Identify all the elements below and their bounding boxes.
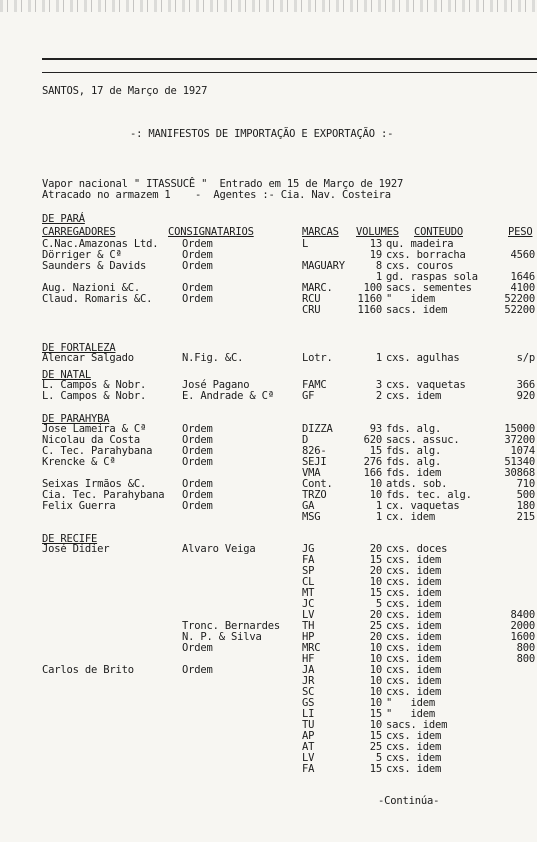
cell-conteudo: sacs. assuc. <box>386 434 460 446</box>
cell-marca: L <box>302 238 309 250</box>
cell-conteudo: cxs. idem <box>386 752 442 764</box>
document-title: -: MANIFESTOS DE IMPORTAÇÃO E EXPORTAÇÃO :- <box>130 128 394 140</box>
section-heading: DE FORTALEZA <box>42 342 116 354</box>
column-header-peso: PESO <box>508 226 533 238</box>
cell-carregador: Felix Guerra <box>42 500 116 512</box>
cell-volume: 10 <box>369 686 382 698</box>
cell-conteudo: " idem <box>386 697 435 709</box>
cell-conteudo: cxs. idem <box>386 730 442 742</box>
cell-volume: 25 <box>369 620 382 632</box>
cell-conteudo: cxs. idem <box>386 675 442 687</box>
column-header-marcas: MARCAS <box>302 226 339 238</box>
top-rule <box>42 58 537 60</box>
cell-peso: 710 <box>516 478 535 490</box>
cell-conteudo: atds. sob. <box>386 478 448 490</box>
cell-consignatario: Alvaro Veiga <box>182 543 256 555</box>
cell-consignatario: N. P. & Silva <box>182 631 262 643</box>
top-rule-2 <box>42 72 537 73</box>
cell-marca: CL <box>302 576 315 588</box>
cell-volume: 93 <box>369 423 382 435</box>
cell-carregador: L. Campos & Nobr. <box>42 390 147 402</box>
cell-volume: 1 <box>375 271 382 283</box>
cell-marca: MSG <box>302 511 321 523</box>
cell-peso: 52200 <box>504 304 535 316</box>
cell-conteudo: sacs. idem <box>386 719 448 731</box>
cell-consignatario: Ordem <box>182 489 213 501</box>
cell-marca: JG <box>302 543 315 555</box>
cell-volume: 1160 <box>357 293 382 305</box>
section-heading: DE NATAL <box>42 369 91 381</box>
cell-marca: DIZZA <box>302 423 333 435</box>
cell-consignatario: José Pagano <box>182 379 250 391</box>
cell-carregador: Jose Lameira & Cª <box>42 423 147 435</box>
cell-consignatario: Ordem <box>182 423 213 435</box>
cell-consignatario: Ordem <box>182 434 213 446</box>
cell-marca: MAGUARY <box>302 260 345 272</box>
cell-conteudo: cxs. agulhas <box>386 352 460 364</box>
cell-peso: 215 <box>516 511 535 523</box>
document-date: SANTOS, 17 de Março de 1927 <box>42 85 208 97</box>
cell-carregador: C. Tec. Parahybana <box>42 445 153 457</box>
cell-marca: RCU <box>302 293 321 305</box>
berth-line: Atracado no armazem 1 - Agentes :- Cia. Nav. Costeira <box>42 189 391 201</box>
cell-marca: D <box>302 434 309 446</box>
cell-volume: 10 <box>369 576 382 588</box>
cell-volume: 8 <box>375 260 382 272</box>
cell-conteudo: cxs. doces <box>386 543 448 555</box>
cell-conteudo: cxs. idem <box>386 587 442 599</box>
cell-carregador: C.Nac.Amazonas Ltd. <box>42 238 159 250</box>
cell-volume: 15 <box>369 554 382 566</box>
cell-conteudo: cxs. idem <box>386 686 442 698</box>
cell-volume: 20 <box>369 609 382 621</box>
cell-marca: TU <box>302 719 315 731</box>
cell-volume: 20 <box>369 543 382 555</box>
cell-conteudo: fds. alg. <box>386 423 442 435</box>
cell-marca: 826- <box>302 445 327 457</box>
cell-peso: 1646 <box>510 271 535 283</box>
cell-volume: 1 <box>375 511 382 523</box>
cell-marca: LV <box>302 609 315 621</box>
cell-carregador: L. Campos & Nobr. <box>42 379 147 391</box>
cell-volume: 276 <box>363 456 382 468</box>
cell-marca: JC <box>302 598 315 610</box>
cell-consignatario: Ordem <box>182 249 213 261</box>
column-header-consignatarios: CONSIGNATARIOS <box>168 226 254 238</box>
cell-volume: 15 <box>369 730 382 742</box>
cell-marca: LI <box>302 708 315 720</box>
column-header-carregadores: CARREGADORES <box>42 226 116 238</box>
cell-volume: 15 <box>369 763 382 775</box>
cell-peso: 37200 <box>504 434 535 446</box>
cell-volume: 620 <box>363 434 382 446</box>
cell-consignatario: Ordem <box>182 445 213 457</box>
cell-peso: 52200 <box>504 293 535 305</box>
cell-conteudo: fds. alg. <box>386 456 442 468</box>
cell-conteudo: cxs. idem <box>386 664 442 676</box>
cell-marca: FAMC <box>302 379 327 391</box>
cell-marca: FA <box>302 554 315 566</box>
cell-volume: 13 <box>369 238 382 250</box>
section-heading: DE RECIFE <box>42 533 98 545</box>
cell-peso: 30868 <box>504 467 535 479</box>
cell-volume: 5 <box>375 598 382 610</box>
cell-consignatario: Ordem <box>182 260 213 272</box>
cell-marca: FA <box>302 763 315 775</box>
cell-volume: 20 <box>369 631 382 643</box>
cell-marca: GA <box>302 500 315 512</box>
cell-conteudo: cxs. idem <box>386 598 442 610</box>
cell-peso: 800 <box>516 653 535 665</box>
cell-volume: 10 <box>369 719 382 731</box>
cell-consignatario: N.Fig. &C. <box>182 352 244 364</box>
cell-marca: MARC. <box>302 282 333 294</box>
cell-conteudo: cxs. idem <box>386 554 442 566</box>
cell-volume: 10 <box>369 664 382 676</box>
cell-volume: 10 <box>369 675 382 687</box>
cell-volume: 166 <box>363 467 382 479</box>
cell-conteudo: cxs. idem <box>386 620 442 632</box>
cell-carregador: Saunders & Davids <box>42 260 147 272</box>
cell-peso: 920 <box>516 390 535 402</box>
vessel-line: Vapor nacional " ITASSUCÊ " Entrado em 15 de Março de 1927 <box>42 178 404 190</box>
cell-volume: 10 <box>369 478 382 490</box>
cell-marca: SP <box>302 565 315 577</box>
cell-conteudo: cxs. vaquetas <box>386 379 466 391</box>
cell-volume: 2 <box>375 390 382 402</box>
cell-consignatario: E. Andrade & Cª <box>182 390 274 402</box>
cell-peso: 4560 <box>510 249 535 261</box>
cell-volume: 10 <box>369 653 382 665</box>
cell-conteudo: cxs. idem <box>386 390 442 402</box>
cell-peso: 1074 <box>510 445 535 457</box>
cell-volume: 10 <box>369 489 382 501</box>
cell-volume: 15 <box>369 587 382 599</box>
cell-conteudo: cxs. idem <box>386 576 442 588</box>
cell-carregador: Krencke & Cª <box>42 456 116 468</box>
cell-volume: 19 <box>369 249 382 261</box>
cell-consignatario: Ordem <box>182 282 213 294</box>
cell-volume: 20 <box>369 565 382 577</box>
cell-conteudo: cxs. idem <box>386 763 442 775</box>
cell-peso: 2000 <box>510 620 535 632</box>
cell-conteudo: fds. idem <box>386 467 442 479</box>
cell-marca: CRU <box>302 304 321 316</box>
cell-marca: SEJI <box>302 456 327 468</box>
cell-carregador: Dörriger & Cª <box>42 249 122 261</box>
cell-conteudo: cx. vaquetas <box>386 500 460 512</box>
cell-conteudo: gd. raspas sola <box>386 271 478 283</box>
cell-peso: 4100 <box>510 282 535 294</box>
cell-conteudo: cxs. idem <box>386 653 442 665</box>
cell-consignatario: Tronc. Bernardes <box>182 620 280 632</box>
cell-marca: VMA <box>302 467 321 479</box>
cell-marca: MT <box>302 587 315 599</box>
cell-conteudo: cx. idem <box>386 511 435 523</box>
cell-conteudo: fds. alg. <box>386 445 442 457</box>
cell-conteudo: cxs. idem <box>386 565 442 577</box>
scan-noise <box>0 0 537 12</box>
cell-peso: 15000 <box>504 423 535 435</box>
cell-marca: Lotr. <box>302 352 333 364</box>
cell-marca: HP <box>302 631 315 643</box>
cell-carregador: Claud. Romaris &C. <box>42 293 153 305</box>
cell-volume: 5 <box>375 752 382 764</box>
cell-consignatario: Ordem <box>182 293 213 305</box>
cell-peso: 366 <box>516 379 535 391</box>
cell-carregador: Aug. Nazioni &C. <box>42 282 140 294</box>
cell-carregador: Carlos de Brito <box>42 664 134 676</box>
cell-volume: 10 <box>369 642 382 654</box>
cell-carregador: Cia. Tec. Parahybana <box>42 489 165 501</box>
cell-marca: AT <box>302 741 315 753</box>
cell-carregador: José Didier <box>42 543 110 555</box>
cell-peso: 800 <box>516 642 535 654</box>
cell-volume: 15 <box>369 708 382 720</box>
cell-consignatario: Ordem <box>182 478 213 490</box>
continua-label: -Continúa- <box>378 795 440 807</box>
cell-marca: SC <box>302 686 315 698</box>
cell-consignatario: Ordem <box>182 664 213 676</box>
cell-carregador: Nicolau da Costa <box>42 434 140 446</box>
cell-marca: JA <box>302 664 315 676</box>
cell-volume: 1 <box>375 352 382 364</box>
section-heading: DE PARÁ <box>42 213 85 225</box>
cell-peso: 500 <box>516 489 535 501</box>
cell-volume: 10 <box>369 697 382 709</box>
cell-peso: 8400 <box>510 609 535 621</box>
cell-marca: GS <box>302 697 315 709</box>
cell-peso: 1600 <box>510 631 535 643</box>
cell-marca: HF <box>302 653 315 665</box>
cell-marca: Cont. <box>302 478 333 490</box>
cell-consignatario: Ordem <box>182 500 213 512</box>
cell-conteudo: cxs. idem <box>386 642 442 654</box>
cell-marca: AP <box>302 730 315 742</box>
section-heading: DE PARAHYBA <box>42 413 110 425</box>
cell-conteudo: qu. madeira <box>386 238 454 250</box>
cell-volume: 3 <box>375 379 382 391</box>
cell-conteudo: cxs. borracha <box>386 249 466 261</box>
cell-marca: TH <box>302 620 315 632</box>
cell-volume: 25 <box>369 741 382 753</box>
cell-carregador: Alencar Salgado <box>42 352 134 364</box>
cell-marca: MRC <box>302 642 321 654</box>
cell-conteudo: cxs. idem <box>386 741 442 753</box>
cell-volume: 1 <box>375 500 382 512</box>
cell-conteudo: cxs. couros <box>386 260 454 272</box>
cell-volume: 100 <box>363 282 382 294</box>
cell-carregador: Seixas Irmãos &C. <box>42 478 147 490</box>
cell-volume: 15 <box>369 445 382 457</box>
cell-consignatario: Ordem <box>182 456 213 468</box>
column-header-volumes: VOLUMES <box>356 226 399 238</box>
cell-marca: GF <box>302 390 315 402</box>
cell-peso: 51340 <box>504 456 535 468</box>
cell-peso: s/p <box>516 352 535 364</box>
cell-marca: TRZO <box>302 489 327 501</box>
cell-consignatario: Ordem <box>182 642 213 654</box>
cell-peso: 180 <box>516 500 535 512</box>
cell-conteudo: fds. tec. alg. <box>386 489 472 501</box>
cell-conteudo: cxs. idem <box>386 609 442 621</box>
cell-consignatario: Ordem <box>182 238 213 250</box>
cell-conteudo: sacs. idem <box>386 304 448 316</box>
cell-conteudo: " idem <box>386 293 435 305</box>
cell-volume: 1160 <box>357 304 382 316</box>
column-header-conteudo: CONTEUDO <box>414 226 463 238</box>
cell-conteudo: sacs. sementes <box>386 282 472 294</box>
cell-conteudo: cxs. idem <box>386 631 442 643</box>
cell-marca: JR <box>302 675 315 687</box>
cell-marca: LV <box>302 752 315 764</box>
cell-conteudo: " idem <box>386 708 435 720</box>
